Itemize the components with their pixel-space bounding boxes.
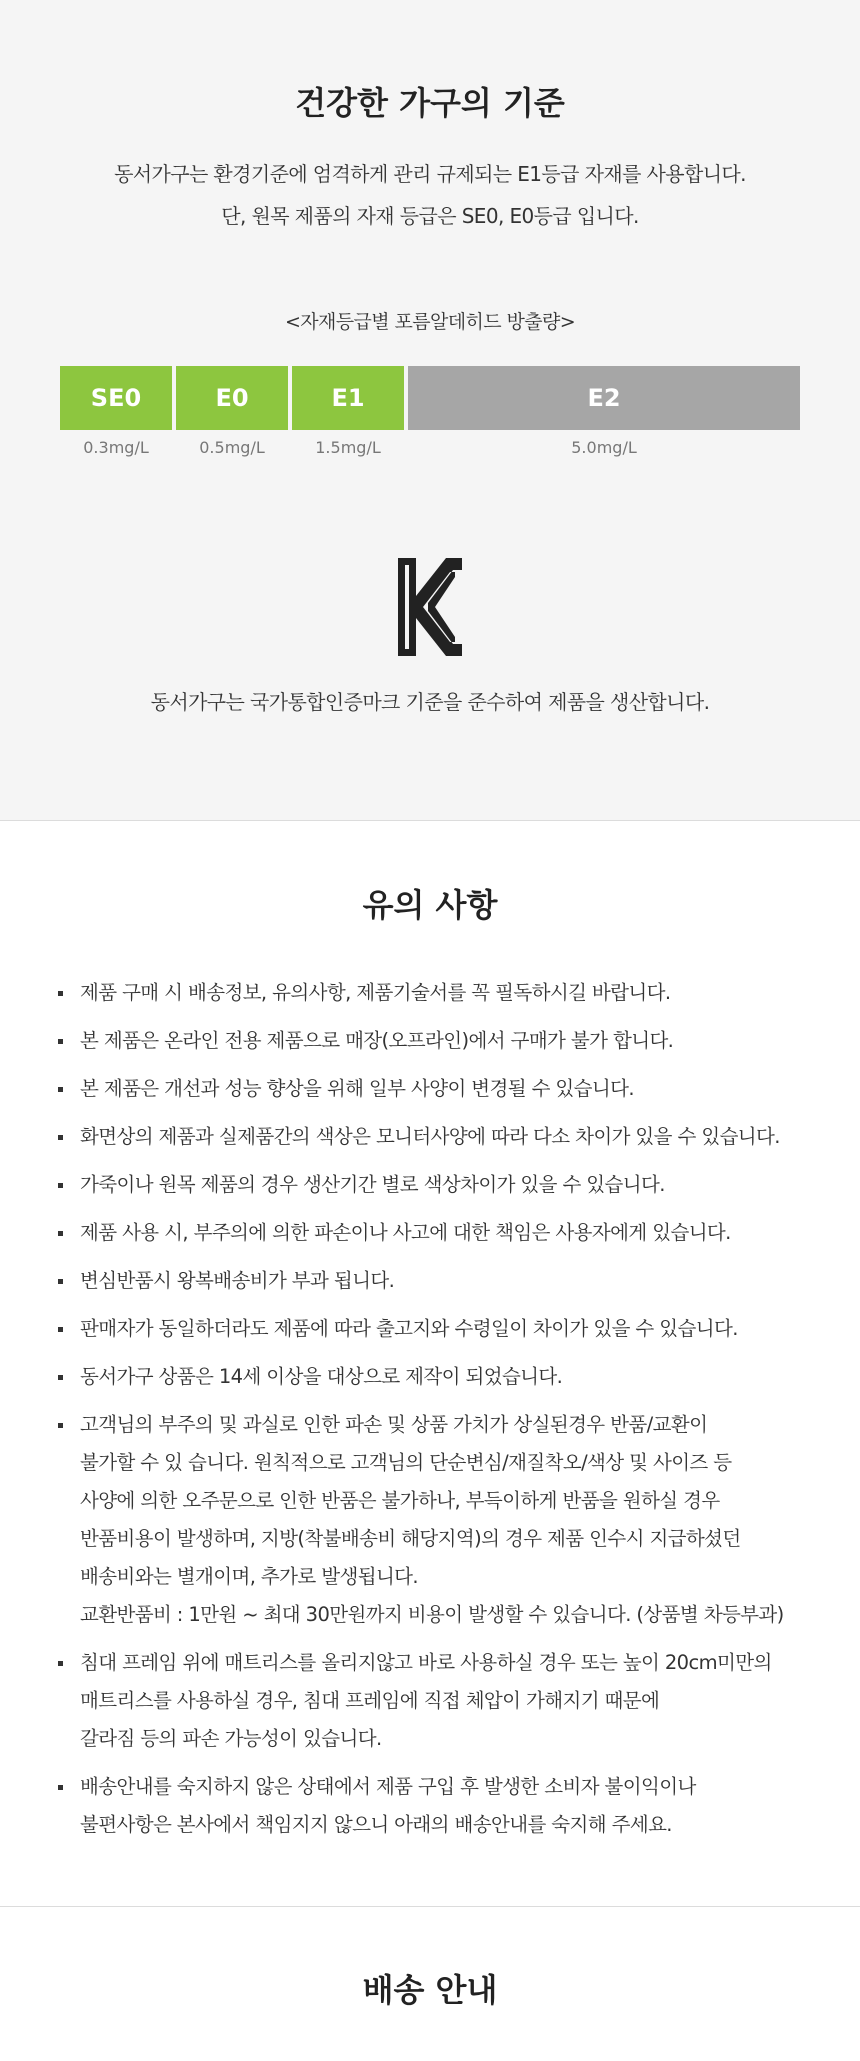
grade-caption: <자재등급별 포름알데히드 방출량> bbox=[284, 311, 576, 333]
grade-bar-e2: E2 bbox=[408, 366, 800, 430]
note-line: 판매자가 동일하더라도 제품에 따라 출고지와 수령일이 차이가 있을 수 있습니다. bbox=[80, 1317, 738, 1340]
note-item bbox=[56, 1166, 836, 1204]
section-divider bbox=[0, 1906, 860, 1907]
note-line: 배송안내를 숙지하지 않은 상태에서 제품 구입 후 발생한 소비자 불이익이나 bbox=[80, 1775, 696, 1798]
note-line: 불가할 수 있 습니다. 원칙적으로 고객님의 단순변심/재질착오/색상 및 사이즈 등 bbox=[80, 1451, 732, 1474]
note-item bbox=[56, 1644, 836, 1758]
note-line: 본 제품은 개선과 성능 향상을 위해 일부 사양이 변경될 수 있습니다. bbox=[80, 1077, 634, 1100]
note-line: 갈라짐 등의 파손 가능성이 있습니다. bbox=[80, 1727, 382, 1750]
note-item bbox=[56, 1118, 836, 1156]
kc-text: 동서가구는 국가통합인증마크 기준을 준수하여 제품을 생산합니다. bbox=[150, 690, 710, 714]
note-item bbox=[56, 1214, 836, 1252]
note-line: 화면상의 제품과 실제품간의 색상은 모니터사양에 따라 다소 차이가 있을 수 있습니다. bbox=[80, 1125, 780, 1148]
note-line: 본 제품은 온라인 전용 제품으로 매장(오프라인)에서 구매가 불가 합니다. bbox=[80, 1029, 674, 1052]
kc-mark-icon bbox=[398, 558, 462, 656]
notes-title: 유의 사항 bbox=[362, 886, 498, 924]
standard-desc-line2: 단, 원목 제품의 자재 등급은 SE0, E0등급 입니다. bbox=[221, 204, 639, 228]
note-line: 가죽이나 원목 제품의 경우 생산기간 별로 색상차이가 있을 수 있습니다. bbox=[80, 1173, 665, 1196]
note-item bbox=[56, 1022, 836, 1060]
note-line: 제품 사용 시, 부주의에 의한 파손이나 사고에 대한 책임은 사용자에게 있습니다. bbox=[80, 1221, 731, 1244]
note-line: 불편사항은 본사에서 책임지지 않으니 아래의 배송안내를 숙지해 주세요. bbox=[80, 1813, 672, 1836]
note-line: 동서가구 상품은 14세 이상을 대상으로 제작이 되었습니다. bbox=[80, 1365, 563, 1388]
note-line: 제품 구매 시 배송정보, 유의사항, 제품기술서를 꼭 필독하시길 바랍니다. bbox=[80, 981, 671, 1004]
note-line: 사양에 의한 오주문으로 인한 반품은 불가하나, 부득이하게 반품을 원하실 경우 bbox=[80, 1489, 720, 1512]
note-line: 고객님의 부주의 및 과실로 인한 파손 및 상품 가치가 상실된경우 반품/교환이 bbox=[80, 1413, 708, 1436]
grade-value-se0: 0.3mg/L bbox=[83, 438, 149, 457]
note-item bbox=[56, 974, 836, 1012]
note-line: 침대 프레임 위에 매트리스를 올리지않고 바로 사용하실 경우 또는 높이 20cm미만의 bbox=[80, 1651, 772, 1674]
notes-list bbox=[56, 974, 836, 1854]
standard-desc-line1: 동서가구는 환경기준에 엄격하게 관리 규제되는 E1등급 자재를 사용합니다. bbox=[114, 162, 746, 186]
note-line: 배송비와는 별개이며, 추가로 발생됩니다. bbox=[80, 1565, 419, 1588]
note-line: 변심반품시 왕복배송비가 부과 됩니다. bbox=[80, 1269, 395, 1292]
standard-section bbox=[0, 0, 860, 821]
note-line: 반품비용이 발생하며, 지방(착불배송비 해당지역)의 경우 제품 인수시 지급하셨던 bbox=[80, 1527, 741, 1550]
standard-title: 건강한 가구의 기준 bbox=[295, 84, 565, 122]
note-item bbox=[56, 1406, 836, 1634]
grade-bar-e1: E1 bbox=[292, 366, 404, 430]
note-item bbox=[56, 1262, 836, 1300]
grade-value-e2: 5.0mg/L bbox=[571, 438, 637, 457]
note-item bbox=[56, 1768, 836, 1844]
grade-bar-e0: E0 bbox=[176, 366, 288, 430]
note-item bbox=[56, 1070, 836, 1108]
grade-bar-se0: SE0 bbox=[60, 366, 172, 430]
note-item bbox=[56, 1310, 836, 1348]
note-line: 매트리스를 사용하실 경우, 침대 프레임에 직접 체압이 가해지기 때문에 bbox=[80, 1689, 660, 1712]
note-item bbox=[56, 1358, 836, 1396]
grade-value-e1: 1.5mg/L bbox=[315, 438, 381, 457]
grade-value-e0: 0.5mg/L bbox=[199, 438, 265, 457]
shipping-title: 배송 안내 bbox=[362, 1971, 498, 2009]
note-line: 교환반품비 : 1만원 ~ 최대 30만원까지 비용이 발생할 수 있습니다. (상품별 차등부과) bbox=[80, 1603, 784, 1626]
